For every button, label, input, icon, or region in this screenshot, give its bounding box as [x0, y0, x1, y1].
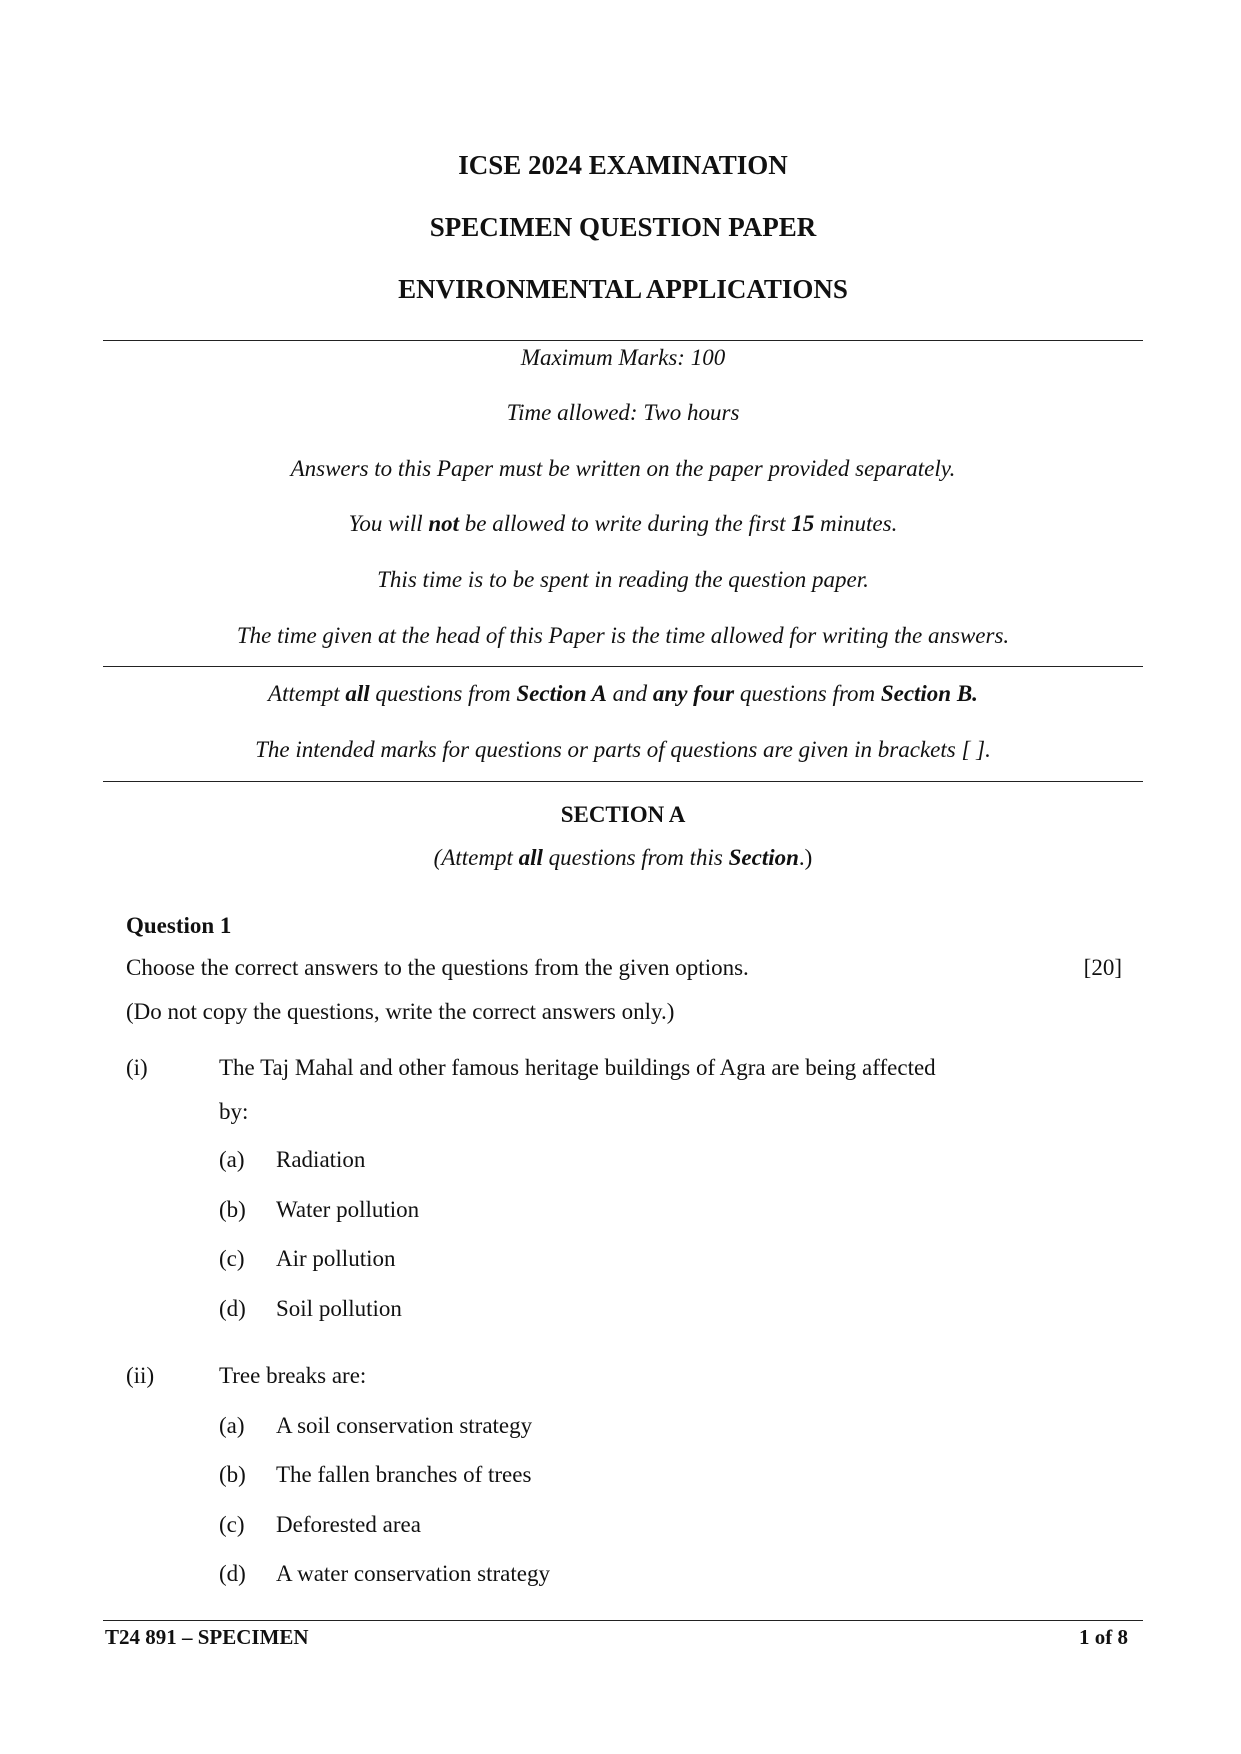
option-label: (a)	[219, 1413, 245, 1438]
option-text: Radiation	[276, 1147, 366, 1172]
exam-title: ICSE 2024 EXAMINATION	[458, 150, 788, 180]
option-label: (d)	[219, 1296, 246, 1321]
paper-type-title: SPECIMEN QUESTION PAPER	[429, 212, 817, 242]
item-number: (ii)	[126, 1363, 155, 1388]
section-a-subtitle: (Attempt all questions from this Section.)	[433, 845, 813, 870]
option-text: The fallen branches of trees	[276, 1462, 532, 1487]
subject-title: ENVIRONMENTAL APPLICATIONS	[398, 274, 848, 304]
item-text: Tree breaks are:	[219, 1363, 367, 1388]
marks-bracket: [20]	[1083, 955, 1122, 980]
option-text: Soil pollution	[276, 1296, 402, 1321]
option-label: (a)	[219, 1147, 245, 1172]
emphasis-not: not	[428, 511, 460, 536]
divider	[103, 781, 1143, 782]
max-marks: Maximum Marks: 100	[520, 345, 726, 370]
option-text: Air pollution	[276, 1246, 396, 1271]
item-number: (i)	[126, 1055, 148, 1080]
option-text: A soil conservation strategy	[276, 1413, 533, 1438]
divider	[103, 340, 1143, 341]
marks-note: The intended marks for questions or parts of questions are given in brackets [ ].	[255, 737, 991, 762]
question-note: (Do not copy the questions, write the correct answers only.)	[126, 999, 675, 1024]
page-number: 1 of 8	[1079, 1625, 1128, 1649]
option-text: Water pollution	[276, 1197, 420, 1222]
time-allowed: Time allowed: Two hours	[506, 400, 740, 425]
option-label: (c)	[219, 1246, 245, 1271]
divider	[103, 666, 1143, 667]
emphasis-minutes: 15	[791, 511, 815, 536]
attempt-instruction: Attempt all questions from Section A and any four questions from Section B.	[268, 681, 978, 706]
reading-time: This time is to be spent in reading the question paper.	[377, 567, 869, 592]
option-text: A water conservation strategy	[276, 1561, 550, 1586]
footer-code: T24 891 – SPECIMEN	[105, 1625, 309, 1649]
reading-note: You will not be allowed to write during the first 15 minutes.	[348, 511, 898, 536]
option-label: (d)	[219, 1561, 246, 1586]
question-instruction: Choose the correct answers to the questions from the given options.	[126, 955, 749, 980]
item-text-continued: by:	[219, 1099, 249, 1124]
option-label: (b)	[219, 1462, 246, 1487]
footer-divider	[103, 1620, 1143, 1621]
option-label: (b)	[219, 1197, 246, 1222]
option-label: (c)	[219, 1512, 245, 1537]
question-heading: Question 1	[126, 913, 232, 938]
time-given: The time given at the head of this Paper is the time allowed for writing the answers.	[236, 623, 1010, 648]
item-text: The Taj Mahal and other famous heritage buildings of Agra are being affected	[219, 1055, 936, 1080]
option-text: Deforested area	[276, 1512, 421, 1537]
section-a-title: SECTION A	[560, 802, 686, 827]
answers-note: Answers to this Paper must be written on the paper provided separately.	[290, 456, 956, 481]
